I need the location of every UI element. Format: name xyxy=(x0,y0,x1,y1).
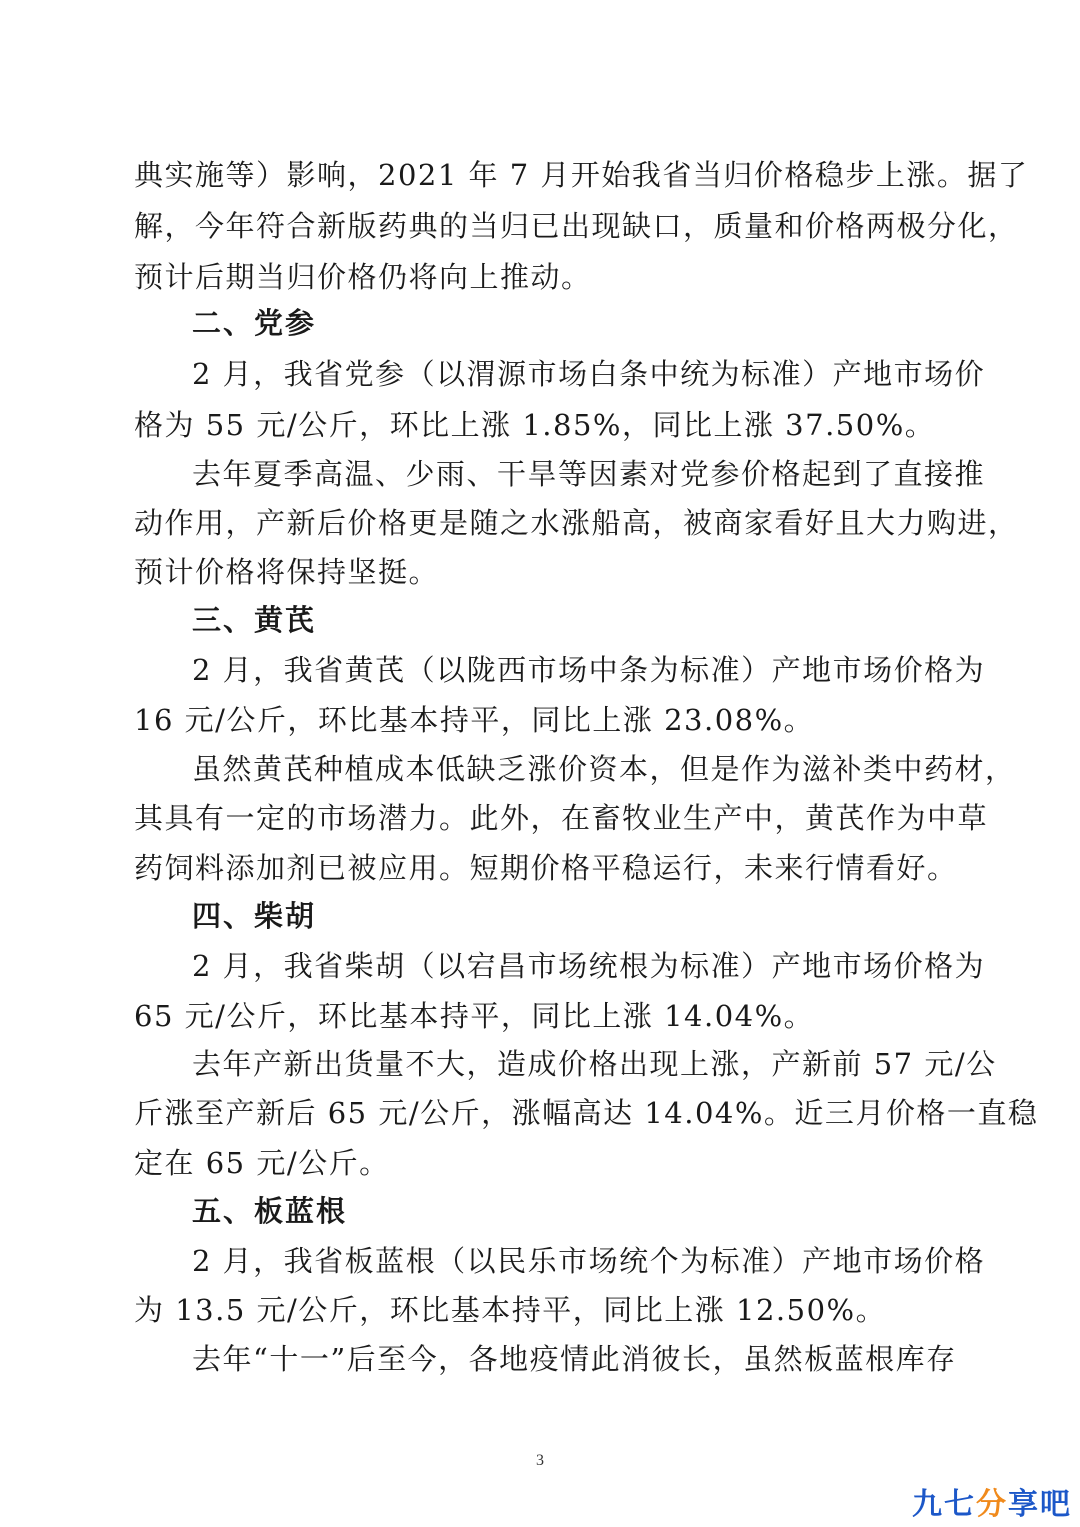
watermark-text-part2: 分 xyxy=(976,1487,1008,1522)
section-heading-banlangen: 五、板蓝根 xyxy=(192,1194,348,1228)
watermark-text-part1: 九七 xyxy=(912,1487,976,1522)
body-line: 其具有一定的市场潜力。此外，在畜牧业生产中，黄芪作为中草 xyxy=(134,801,989,835)
body-line: 动作用，产新后价格更是随之水涨船高，被商家看好且大力购进， xyxy=(134,506,1019,540)
body-line: 16 元/公斤，环比基本持平，同比上涨 23.08%。 xyxy=(134,703,815,737)
section-heading-dangshen: 二、党参 xyxy=(192,306,317,340)
body-line: 65 元/公斤，环比基本持平，同比上涨 14.04%。 xyxy=(134,999,815,1033)
body-line: 解，今年符合新版药典的当归已出现缺口，质量和价格两极分化， xyxy=(134,209,1019,243)
body-line: 2 月，我省板蓝根（以民乐市场统个为标准）产地市场价格 xyxy=(192,1244,986,1278)
body-line: 斤涨至产新后 65 元/公斤，涨幅高达 14.04%。近三月价格一直稳 xyxy=(134,1096,1039,1130)
body-line: 预计后期当归价格仍将向上推动。 xyxy=(134,260,592,294)
watermark-text-part3: 享吧 xyxy=(1008,1487,1072,1522)
section-heading-chaihu: 四、柴胡 xyxy=(192,899,317,933)
body-line: 为 13.5 元/公斤，环比基本持平，同比上涨 12.50%。 xyxy=(134,1293,887,1327)
body-line: 2 月，我省黄芪（以陇西市场中条为标准）产地市场价格为 xyxy=(192,653,986,687)
body-line: 去年“十一”后至今，各地疫情此消彼长，虽然板蓝根库存 xyxy=(192,1342,957,1376)
body-line: 去年夏季高温、少雨、干旱等因素对党参价格起到了直接推 xyxy=(192,457,986,491)
body-line: 去年产新出货量不大，造成价格出现上涨，产新前 57 元/公 xyxy=(192,1047,997,1081)
page-number: 3 xyxy=(536,1452,544,1469)
body-line: 格为 55 元/公斤，环比上涨 1.85%，同比上涨 37.50%。 xyxy=(134,408,936,442)
body-line: 虽然黄芪种植成本低缺乏涨价资本，但是作为滋补类中药材， xyxy=(192,752,1016,786)
watermark-logo xyxy=(912,1479,1072,1523)
body-line: 2 月，我省柴胡（以宕昌市场统根为标准）产地市场价格为 xyxy=(192,949,986,983)
body-line: 定在 65 元/公斤。 xyxy=(134,1146,390,1180)
body-line: 预计价格将保持坚挺。 xyxy=(134,555,440,589)
section-heading-huangqi: 三、黄芪 xyxy=(192,603,317,637)
body-line: 2 月，我省党参（以渭源市场白条中统为标准）产地市场价 xyxy=(192,357,986,391)
body-line: 药饲料添加剂已被应用。短期价格平稳运行，未来行情看好。 xyxy=(134,851,958,885)
body-line: 典实施等）影响，2021 年 7 月开始我省当归价格稳步上涨。据了 xyxy=(134,158,1029,192)
